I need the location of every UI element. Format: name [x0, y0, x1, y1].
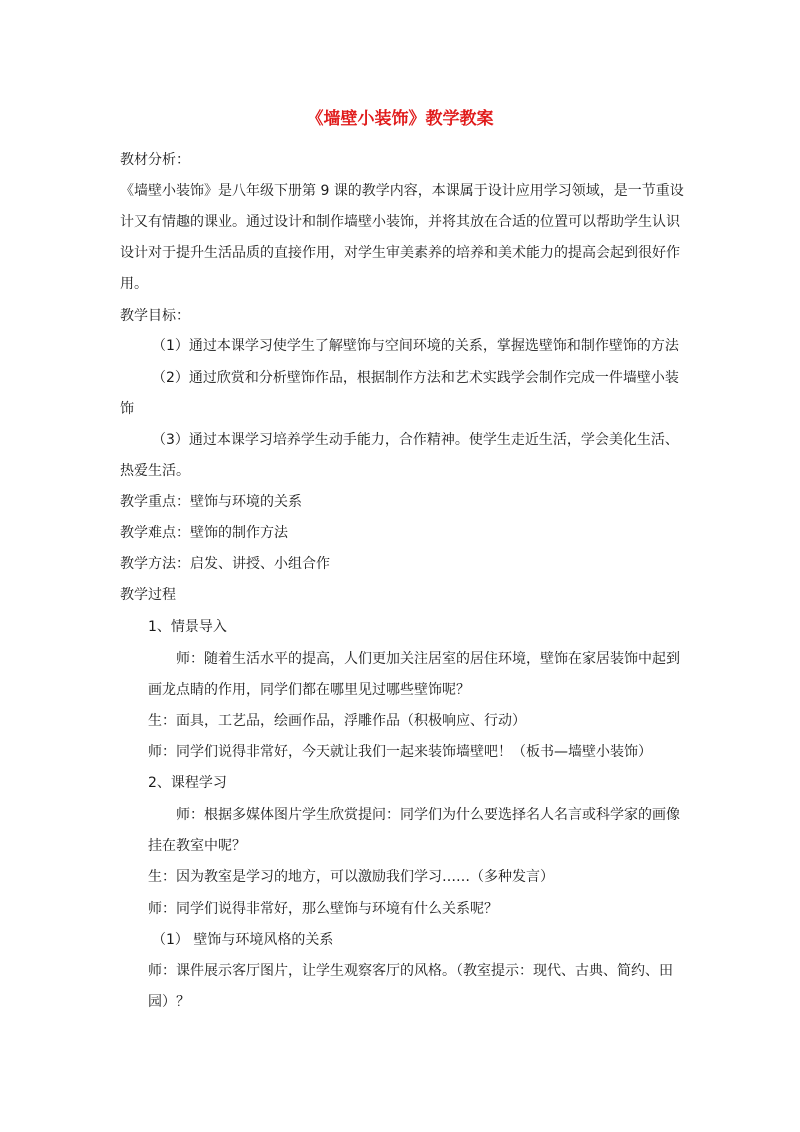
- text-line: （1） 壁饰与环境风格的关系: [152, 932, 334, 948]
- text-line: 挂在教室中呢？: [148, 838, 246, 854]
- text-line: 画龙点睛的作用，同学们都在哪里见过哪些壁饰呢？: [148, 682, 470, 698]
- text-line: 师：随着生活水平的提高，人们更加关注居室的居住环境，壁饰在家居装饰中起到: [176, 651, 680, 667]
- text-line: 生：面具，工艺品，绘画作品，浮雕作品（积极响应、行动）: [148, 713, 526, 729]
- text-line: 教学难点：壁饰的制作方法: [120, 525, 288, 541]
- text-line: 师：根据多媒体图片学生欣赏提问：同学们为什么要选择名人名言或科学家的画像: [176, 807, 680, 823]
- text-line: 教学重点：壁饰与环境的关系: [120, 494, 302, 510]
- text-line: 设计对于提升生活品质的直接作用，对学生审美素养的培养和美术能力的提高会起到很好作: [120, 245, 680, 261]
- text-line: 《墙壁小装饰》是八年级下册第 9 课的教学内容，本课属于设计应用学习领域，是一节重设: [120, 183, 684, 199]
- text-line: （2）通过欣赏和分析壁饰作品，根据制作方法和艺术实践学会制作完成一件墙壁小装: [152, 370, 679, 386]
- text-line: 教学方法：启发、讲授、小组合作: [120, 556, 330, 572]
- text-line: 热爱生活。: [120, 463, 190, 479]
- text-line: 1、情景导入: [148, 619, 227, 635]
- text-line: 教学目标：: [120, 308, 190, 324]
- document-title: 《墙壁小装饰》教学教案: [306, 109, 494, 129]
- text-line: 计又有情趣的课业。通过设计和制作墙壁小装饰，并将其放在合适的位置可以帮助学生认识: [120, 214, 680, 230]
- text-line: 2、课程学习: [148, 775, 227, 791]
- text-line: 师：同学们说得非常好，今天就让我们一起来装饰墙壁吧！（板书—墙壁小装饰）: [148, 744, 652, 760]
- text-line: 教材分析：: [120, 152, 190, 168]
- text-line: 教学过程: [120, 587, 176, 603]
- text-line: 师：同学们说得非常好，那么壁饰与环境有什么关系呢？: [148, 901, 498, 917]
- text-line: （1）通过本课学习使学生了解壁饰与空间环境的关系，掌握选壁饰和制作壁饰的方法: [152, 338, 679, 354]
- text-line: 用。: [120, 276, 148, 292]
- text-line: （3）通过本课学习培养学生动手能力，合作精神。使学生走近生活，学会美化生活、: [152, 432, 679, 448]
- text-line: 园）？: [148, 994, 190, 1010]
- text-line: 师：课件展示客厅图片，让学生观察客厅的风格。（教室提示：现代、古典、简约、田: [148, 963, 673, 979]
- text-line: 生：因为教室是学习的地方，可以激励我们学习……（多种发言）: [148, 869, 554, 885]
- text-line: 饰: [120, 401, 134, 417]
